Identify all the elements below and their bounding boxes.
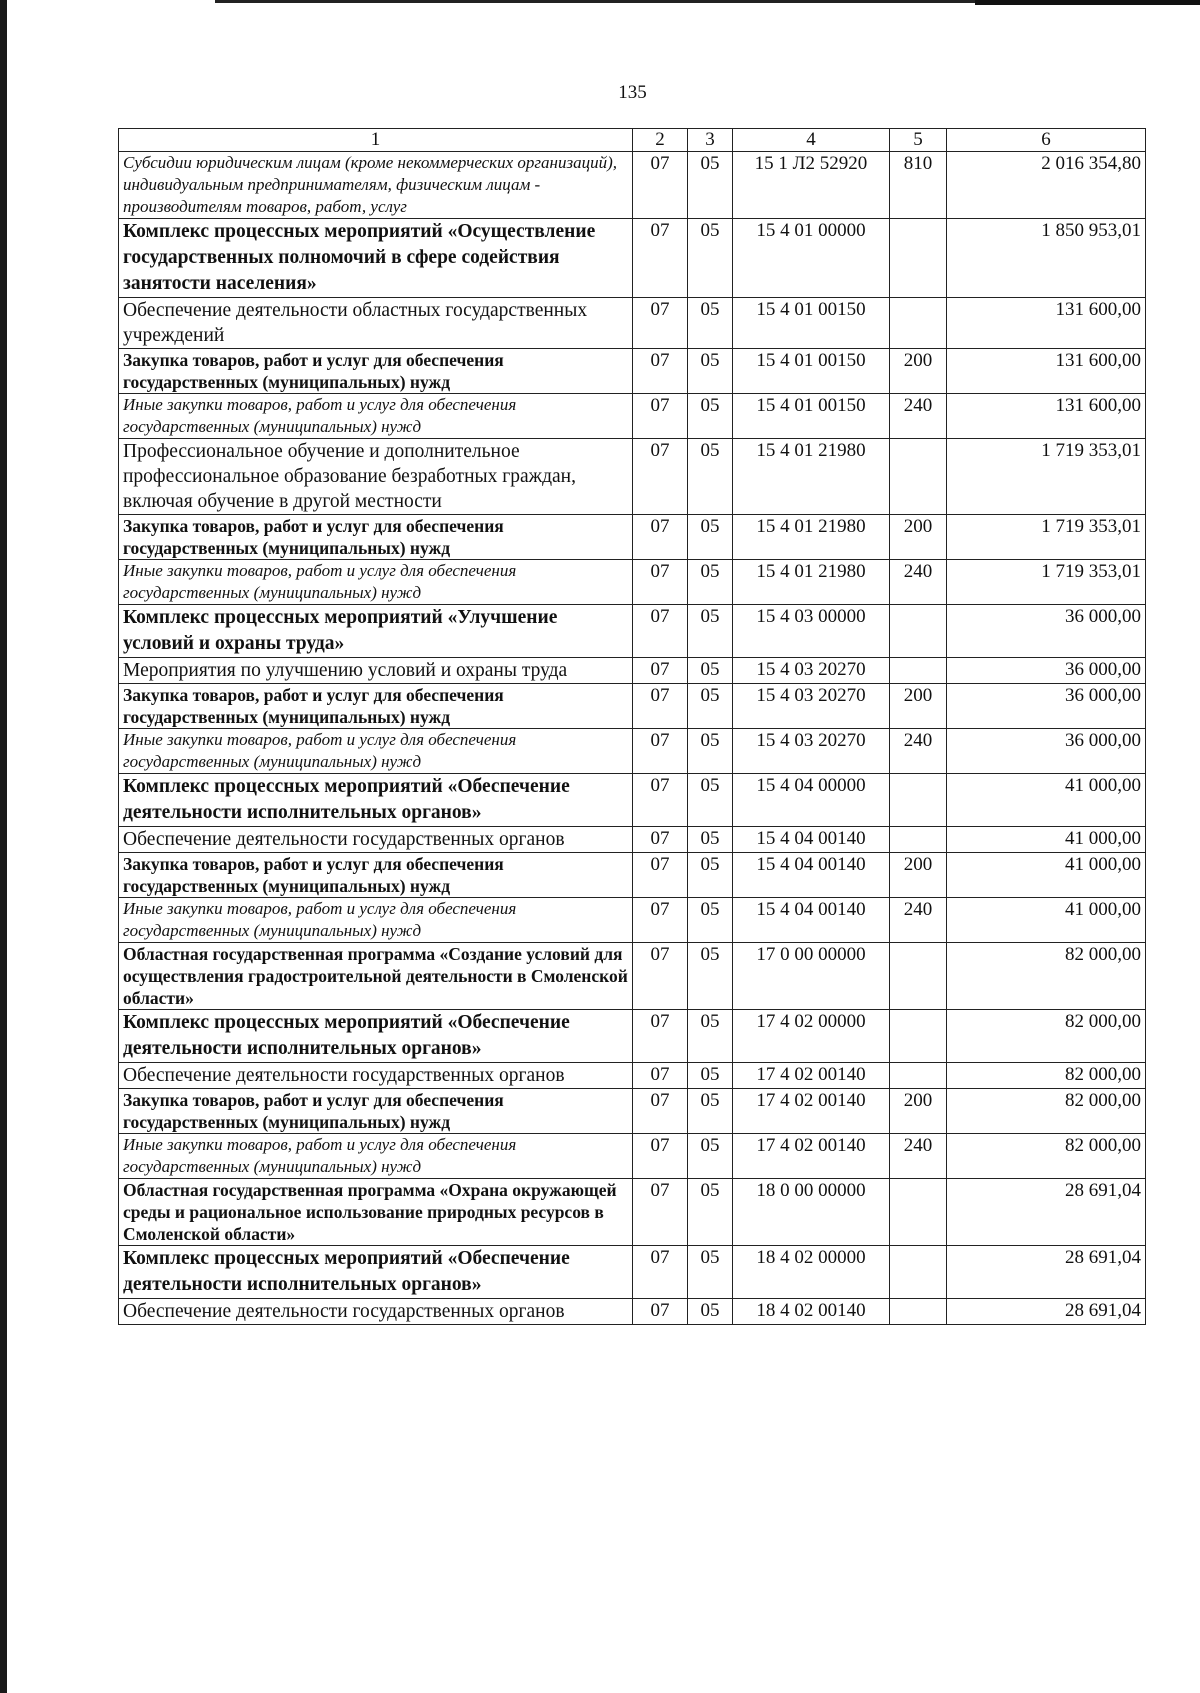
section-code-cell: 07 bbox=[633, 152, 688, 219]
table-row bbox=[119, 349, 1146, 394]
table-header-row bbox=[119, 129, 1146, 152]
target-article-cell: 15 4 01 00000 bbox=[733, 219, 890, 298]
target-article-cell: 15 4 01 00150 bbox=[733, 394, 890, 439]
row-name-cell: Областная государственная программа «Охрана окружающей среды и рациональное использование природных ресурсов в Смоленской области» bbox=[119, 1179, 633, 1246]
row-name-cell: Обеспечение деятельности государственных органов bbox=[119, 1299, 633, 1325]
table-row bbox=[119, 1063, 1146, 1089]
table-row bbox=[119, 1010, 1146, 1063]
section-code-cell: 07 bbox=[633, 349, 688, 394]
table-row bbox=[119, 853, 1146, 898]
target-article-cell: 15 4 03 20270 bbox=[733, 684, 890, 729]
table-row bbox=[119, 394, 1146, 439]
header-cell-1: 1 bbox=[119, 129, 633, 152]
section-code-cell: 07 bbox=[633, 560, 688, 605]
expense-type-cell bbox=[890, 943, 947, 1010]
subsection-code-cell: 05 bbox=[688, 560, 733, 605]
target-article-cell: 15 4 04 00140 bbox=[733, 827, 890, 853]
target-article-cell: 15 4 03 20270 bbox=[733, 658, 890, 684]
subsection-code-cell: 05 bbox=[688, 152, 733, 219]
table-row bbox=[119, 439, 1146, 515]
section-code-cell: 07 bbox=[633, 853, 688, 898]
amount-cell: 41 000,00 bbox=[947, 853, 1146, 898]
amount-cell: 36 000,00 bbox=[947, 684, 1146, 729]
amount-cell: 28 691,04 bbox=[947, 1179, 1146, 1246]
row-name-cell: Иные закупки товаров, работ и услуг для обеспечения государственных (муниципальных) нужд bbox=[119, 394, 633, 439]
row-name-cell: Закупка товаров, работ и услуг для обеспечения государственных (муниципальных) нужд bbox=[119, 349, 633, 394]
target-article-cell: 15 4 01 21980 bbox=[733, 560, 890, 605]
subsection-code-cell: 05 bbox=[688, 774, 733, 827]
table-row bbox=[119, 1299, 1146, 1325]
amount-cell: 131 600,00 bbox=[947, 349, 1146, 394]
amount-cell: 28 691,04 bbox=[947, 1246, 1146, 1299]
subsection-code-cell: 05 bbox=[688, 729, 733, 774]
table-row bbox=[119, 1179, 1146, 1246]
target-article-cell: 18 4 02 00000 bbox=[733, 1246, 890, 1299]
section-code-cell: 07 bbox=[633, 827, 688, 853]
subsection-code-cell: 05 bbox=[688, 439, 733, 515]
row-name-cell: Обеспечение деятельности государственных органов bbox=[119, 1063, 633, 1089]
budget-table-body bbox=[119, 129, 1146, 1325]
section-code-cell: 07 bbox=[633, 774, 688, 827]
amount-cell: 41 000,00 bbox=[947, 898, 1146, 943]
target-article-cell: 15 1 Л2 52920 bbox=[733, 152, 890, 219]
table-row bbox=[119, 1089, 1146, 1134]
expense-type-cell: 200 bbox=[890, 1089, 947, 1134]
row-name-cell: Закупка товаров, работ и услуг для обеспечения государственных (муниципальных) нужд bbox=[119, 515, 633, 560]
table-row bbox=[119, 152, 1146, 219]
expense-type-cell: 200 bbox=[890, 515, 947, 560]
target-article-cell: 17 4 02 00000 bbox=[733, 1010, 890, 1063]
target-article-cell: 17 0 00 00000 bbox=[733, 943, 890, 1010]
section-code-cell: 07 bbox=[633, 1179, 688, 1246]
table-row bbox=[119, 774, 1146, 827]
amount-cell: 82 000,00 bbox=[947, 1010, 1146, 1063]
row-name-cell: Иные закупки товаров, работ и услуг для обеспечения государственных (муниципальных) нужд bbox=[119, 560, 633, 605]
expense-type-cell bbox=[890, 1063, 947, 1089]
expense-type-cell: 810 bbox=[890, 152, 947, 219]
expense-type-cell: 200 bbox=[890, 684, 947, 729]
subsection-code-cell: 05 bbox=[688, 394, 733, 439]
section-code-cell: 07 bbox=[633, 394, 688, 439]
section-code-cell: 07 bbox=[633, 729, 688, 774]
expense-type-cell: 240 bbox=[890, 394, 947, 439]
row-name-cell: Обеспечение деятельности областных государственных учреждений bbox=[119, 298, 633, 349]
amount-cell: 1 719 353,01 bbox=[947, 560, 1146, 605]
row-name-cell: Закупка товаров, работ и услуг для обеспечения государственных (муниципальных) нужд bbox=[119, 1089, 633, 1134]
subsection-code-cell: 05 bbox=[688, 1063, 733, 1089]
section-code-cell: 07 bbox=[633, 1089, 688, 1134]
target-article-cell: 17 4 02 00140 bbox=[733, 1089, 890, 1134]
target-article-cell: 15 4 01 21980 bbox=[733, 439, 890, 515]
expense-type-cell: 200 bbox=[890, 349, 947, 394]
amount-cell: 1 719 353,01 bbox=[947, 515, 1146, 560]
row-name-cell: Мероприятия по улучшению условий и охраны труда bbox=[119, 658, 633, 684]
amount-cell: 1 850 953,01 bbox=[947, 219, 1146, 298]
amount-cell: 82 000,00 bbox=[947, 1134, 1146, 1179]
amount-cell: 28 691,04 bbox=[947, 1299, 1146, 1325]
amount-cell: 41 000,00 bbox=[947, 774, 1146, 827]
amount-cell: 131 600,00 bbox=[947, 298, 1146, 349]
subsection-code-cell: 05 bbox=[688, 1246, 733, 1299]
table-row bbox=[119, 560, 1146, 605]
section-code-cell: 07 bbox=[633, 1010, 688, 1063]
table-row bbox=[119, 729, 1146, 774]
subsection-code-cell: 05 bbox=[688, 1134, 733, 1179]
subsection-code-cell: 05 bbox=[688, 658, 733, 684]
expense-type-cell: 240 bbox=[890, 560, 947, 605]
amount-cell: 36 000,00 bbox=[947, 729, 1146, 774]
table-row bbox=[119, 219, 1146, 298]
row-name-cell: Комплекс процессных мероприятий «Обеспечение деятельности исполнительных органов» bbox=[119, 774, 633, 827]
expense-type-cell bbox=[890, 658, 947, 684]
amount-cell: 2 016 354,80 bbox=[947, 152, 1146, 219]
section-code-cell: 07 bbox=[633, 658, 688, 684]
scan-edge-left bbox=[0, 0, 7, 1693]
expense-type-cell bbox=[890, 439, 947, 515]
row-name-cell: Субсидии юридическим лицам (кроме некоммерческих организаций), индивидуальным предпринимателям, физическим лицам - производителям товаров, работ, услуг bbox=[119, 152, 633, 219]
amount-cell: 131 600,00 bbox=[947, 394, 1146, 439]
expense-type-cell: 240 bbox=[890, 898, 947, 943]
section-code-cell: 07 bbox=[633, 219, 688, 298]
expense-type-cell bbox=[890, 1179, 947, 1246]
section-code-cell: 07 bbox=[633, 1063, 688, 1089]
subsection-code-cell: 05 bbox=[688, 515, 733, 560]
table-row bbox=[119, 605, 1146, 658]
amount-cell: 1 719 353,01 bbox=[947, 439, 1146, 515]
table-row bbox=[119, 943, 1146, 1010]
section-code-cell: 07 bbox=[633, 298, 688, 349]
row-name-cell: Комплекс процессных мероприятий «Обеспечение деятельности исполнительных органов» bbox=[119, 1246, 633, 1299]
expense-type-cell bbox=[890, 827, 947, 853]
scan-edge-top-dark bbox=[975, 0, 1200, 5]
target-article-cell: 15 4 01 21980 bbox=[733, 515, 890, 560]
amount-cell: 36 000,00 bbox=[947, 605, 1146, 658]
target-article-cell: 18 0 00 00000 bbox=[733, 1179, 890, 1246]
target-article-cell: 15 4 03 20270 bbox=[733, 729, 890, 774]
header-cell-3: 3 bbox=[688, 129, 733, 152]
expense-type-cell bbox=[890, 1010, 947, 1063]
table-row bbox=[119, 1134, 1146, 1179]
row-name-cell: Профессиональное обучение и дополнительное профессиональное образование безработных граждан, включая обучение в другой местности bbox=[119, 439, 633, 515]
row-name-cell: Областная государственная программа «Создание условий для осуществления градостроительной деятельности в Смоленской области» bbox=[119, 943, 633, 1010]
subsection-code-cell: 05 bbox=[688, 1010, 733, 1063]
table-row bbox=[119, 684, 1146, 729]
subsection-code-cell: 05 bbox=[688, 349, 733, 394]
row-name-cell: Комплекс процессных мероприятий «Улучшение условий и охраны труда» bbox=[119, 605, 633, 658]
section-code-cell: 07 bbox=[633, 1134, 688, 1179]
target-article-cell: 18 4 02 00140 bbox=[733, 1299, 890, 1325]
subsection-code-cell: 05 bbox=[688, 219, 733, 298]
row-name-cell: Иные закупки товаров, работ и услуг для обеспечения государственных (муниципальных) нужд bbox=[119, 1134, 633, 1179]
expense-type-cell: 240 bbox=[890, 1134, 947, 1179]
row-name-cell: Комплекс процессных мероприятий «Осуществление государственных полномочий в сфере содействия занятости населения» bbox=[119, 219, 633, 298]
subsection-code-cell: 05 bbox=[688, 1179, 733, 1246]
target-article-cell: 15 4 01 00150 bbox=[733, 349, 890, 394]
header-cell-5: 5 bbox=[890, 129, 947, 152]
header-cell-6: 6 bbox=[947, 129, 1146, 152]
row-name-cell: Закупка товаров, работ и услуг для обеспечения государственных (муниципальных) нужд bbox=[119, 853, 633, 898]
table-row bbox=[119, 1246, 1146, 1299]
header-cell-4: 4 bbox=[733, 129, 890, 152]
subsection-code-cell: 05 bbox=[688, 827, 733, 853]
subsection-code-cell: 05 bbox=[688, 898, 733, 943]
target-article-cell: 15 4 04 00000 bbox=[733, 774, 890, 827]
subsection-code-cell: 05 bbox=[688, 684, 733, 729]
subsection-code-cell: 05 bbox=[688, 1089, 733, 1134]
budget-table bbox=[118, 128, 1146, 1325]
section-code-cell: 07 bbox=[633, 943, 688, 1010]
amount-cell: 82 000,00 bbox=[947, 1089, 1146, 1134]
expense-type-cell bbox=[890, 1299, 947, 1325]
table-row bbox=[119, 298, 1146, 349]
table-row bbox=[119, 515, 1146, 560]
section-code-cell: 07 bbox=[633, 605, 688, 658]
row-name-cell: Иные закупки товаров, работ и услуг для обеспечения государственных (муниципальных) нужд bbox=[119, 898, 633, 943]
expense-type-cell bbox=[890, 219, 947, 298]
section-code-cell: 07 bbox=[633, 1246, 688, 1299]
target-article-cell: 15 4 04 00140 bbox=[733, 898, 890, 943]
subsection-code-cell: 05 bbox=[688, 943, 733, 1010]
section-code-cell: 07 bbox=[633, 1299, 688, 1325]
subsection-code-cell: 05 bbox=[688, 605, 733, 658]
section-code-cell: 07 bbox=[633, 439, 688, 515]
target-article-cell: 17 4 02 00140 bbox=[733, 1063, 890, 1089]
section-code-cell: 07 bbox=[633, 898, 688, 943]
expense-type-cell bbox=[890, 605, 947, 658]
expense-type-cell bbox=[890, 1246, 947, 1299]
table-row bbox=[119, 898, 1146, 943]
header-cell-2: 2 bbox=[633, 129, 688, 152]
page-number: 135 bbox=[618, 82, 647, 103]
row-name-cell: Закупка товаров, работ и услуг для обеспечения государственных (муниципальных) нужд bbox=[119, 684, 633, 729]
subsection-code-cell: 05 bbox=[688, 853, 733, 898]
amount-cell: 82 000,00 bbox=[947, 943, 1146, 1010]
expense-type-cell: 200 bbox=[890, 853, 947, 898]
section-code-cell: 07 bbox=[633, 515, 688, 560]
expense-type-cell: 240 bbox=[890, 729, 947, 774]
expense-type-cell bbox=[890, 774, 947, 827]
target-article-cell: 17 4 02 00140 bbox=[733, 1134, 890, 1179]
section-code-cell: 07 bbox=[633, 684, 688, 729]
row-name-cell: Комплекс процессных мероприятий «Обеспечение деятельности исполнительных органов» bbox=[119, 1010, 633, 1063]
subsection-code-cell: 05 bbox=[688, 298, 733, 349]
table-row bbox=[119, 827, 1146, 853]
row-name-cell: Обеспечение деятельности государственных органов bbox=[119, 827, 633, 853]
target-article-cell: 15 4 03 00000 bbox=[733, 605, 890, 658]
row-name-cell: Иные закупки товаров, работ и услуг для обеспечения государственных (муниципальных) нужд bbox=[119, 729, 633, 774]
target-article-cell: 15 4 04 00140 bbox=[733, 853, 890, 898]
target-article-cell: 15 4 01 00150 bbox=[733, 298, 890, 349]
table-row bbox=[119, 658, 1146, 684]
expense-type-cell bbox=[890, 298, 947, 349]
amount-cell: 36 000,00 bbox=[947, 658, 1146, 684]
amount-cell: 82 000,00 bbox=[947, 1063, 1146, 1089]
amount-cell: 41 000,00 bbox=[947, 827, 1146, 853]
subsection-code-cell: 05 bbox=[688, 1299, 733, 1325]
